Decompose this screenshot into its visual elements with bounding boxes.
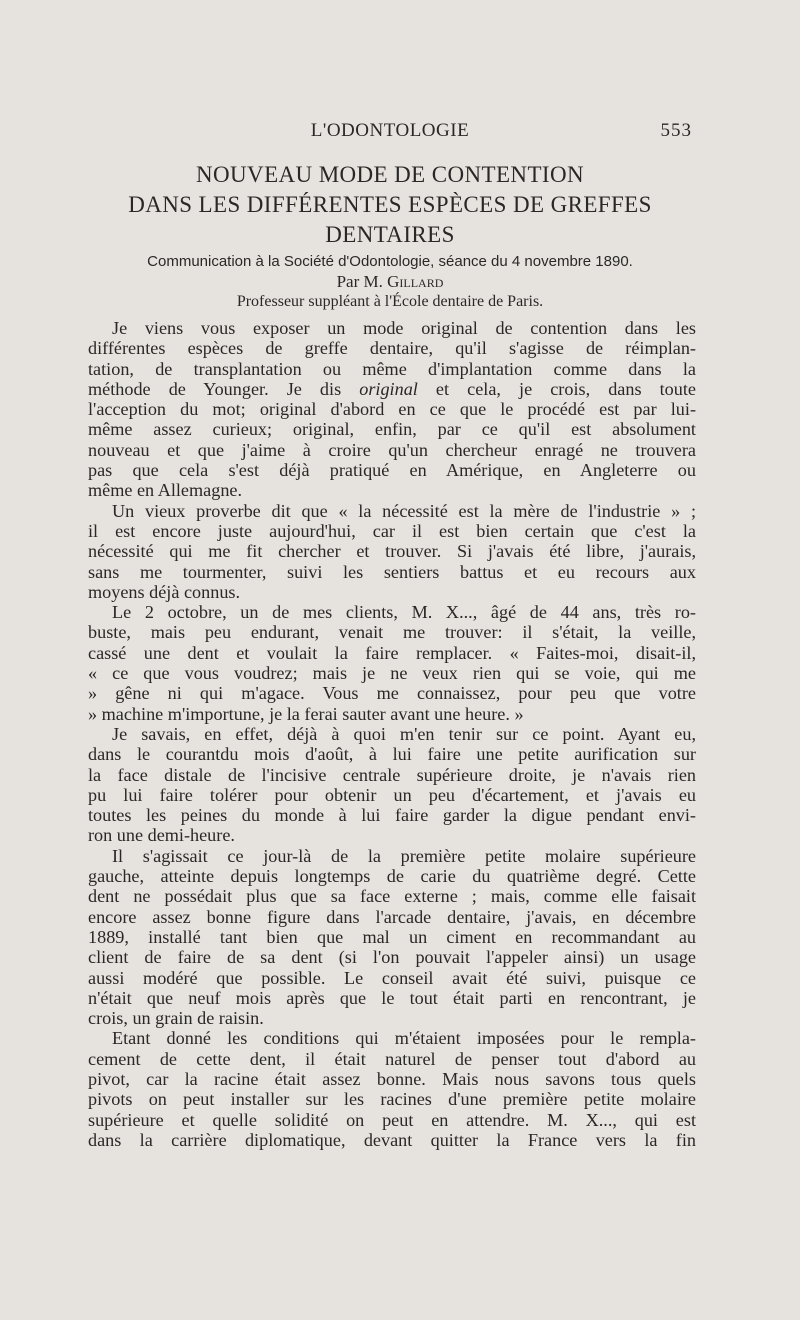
text-line: dent ne possédait plus que sa face externe ; mais, comme elle faisait <box>88 886 696 907</box>
text-line: Il s'agissait ce jour-là de la première petite molaire supérieure <box>112 845 696 866</box>
text-line: moyens déjà connus. <box>88 581 241 602</box>
text-line: Le 2 octobre, un de mes clients, M. X..., âgé de 44 ans, très ro- <box>112 602 696 623</box>
text-line: supérieure et quelle solidité on peut en attendre. M. X..., qui est <box>88 1109 696 1130</box>
text-line: sans me tourmenter, suivi les sentiers battus et eu recours aux <box>88 561 696 582</box>
text-line: 1889, installé tant bien que mal un ciment en recommandant au <box>88 926 696 947</box>
text-line: même en Allemagne. <box>88 480 243 501</box>
text-line: dans le courantdu mois d'août, à lui faire une petite aurification sur <box>88 744 696 765</box>
text-line: différentes espèces de greffe dentaire, qu'il s'agisse de réimplan- <box>88 338 696 359</box>
paragraph <box>88 318 696 501</box>
title-line: DANS LES DIFFÉRENTES ESPÈCES DE GREFFES <box>128 192 652 217</box>
text-line: pu lui faire tolérer pour obtenir un peu d'écartement, et j'avais eu <box>88 784 696 805</box>
text-line: cassé une dent et voulait la faire remplacer. « Faites-moi, disait-il, <box>88 642 696 663</box>
paragraph <box>88 1028 696 1150</box>
page-number: 553 <box>660 120 692 141</box>
text-line: Etant donné les conditions qui m'étaient imposées pour le rempla- <box>112 1028 696 1049</box>
text-line: » machine m'importune, je la ferai sauter avant une heure. » <box>88 703 524 724</box>
text-line: toutes les peines du monde à lui faire garder la digue pendant envi- <box>88 805 696 826</box>
paragraph <box>88 724 696 846</box>
running-head <box>88 120 692 146</box>
text-line: gauche, atteinte depuis longtemps de carie du quatrième degré. Cette <box>88 866 696 887</box>
text-line: client de faire de sa dent (si l'on pouvait l'appeler ainsi) un usage <box>88 947 696 968</box>
text-line: cement de cette dent, il était naturel de penser tout d'abord au <box>88 1048 696 1069</box>
text-line: tation, de transplantation ou même d'implantation comme dans la <box>88 358 696 379</box>
text-line: Je viens vous exposer un mode original de contention dans les <box>112 318 696 338</box>
text-line: n'était que neuf mois après que le tout était parti en rencontrant, je <box>88 987 696 1008</box>
byline-prefix: Par M. <box>336 272 383 291</box>
text-line: buste, mais peu endurant, venait me trouver: il s'était, la veille, <box>88 622 696 643</box>
article-body <box>88 318 696 1150</box>
journal-title: L'ODONTOLOGIE <box>310 120 470 141</box>
paragraph <box>88 846 696 1029</box>
text-segment: méthode de Younger. Je dis <box>88 378 360 399</box>
text-line: la face distale de l'incisive centrale supérieure droite, je n'avais rien <box>88 764 696 785</box>
paragraph <box>88 602 696 724</box>
text-line: Un vieux proverbe dit que « la nécessité est la mère de l'industrie » ; <box>112 500 696 521</box>
text-line: Je savais, en effet, déjà à quoi m'en tenir sur ce point. Ayant eu, <box>112 723 696 744</box>
text-segment: et cela, je crois, dans toute <box>417 378 696 399</box>
author-name: Gillard <box>387 272 444 291</box>
text-line: il est encore juste aujourd'hui, car il est bien certain que c'est la <box>88 520 696 541</box>
text-line: crois, un grain de raisin. <box>88 1008 264 1029</box>
text-line: l'acception du mot; original d'abord en ce que le procédé est par lui- <box>88 399 696 420</box>
text-line: pivot, car la racine était assez bonne. Mais nous savons tous quels <box>88 1068 696 1089</box>
text-line: ron une demi-heure. <box>88 825 235 846</box>
paragraph <box>88 501 696 602</box>
text-line: encore assez bonne figure dans l'arcade dentaire, j'avais, en décembre <box>88 906 696 927</box>
text-line: même assez curieux; original, enfin, par ce qu'il est absolument <box>88 419 696 440</box>
author-affiliation: Professeur suppléant à l'École dentaire de Paris. <box>236 293 544 310</box>
text-line: aussi modéré que possible. Le conseil avait été suivi, puisque ce <box>88 967 696 988</box>
text-line: nécessité qui me fit chercher et trouver. Si j'avais été libre, j'aurais, <box>88 541 696 562</box>
text-line: nouveau et que j'aime à croire qu'un chercheur enragé ne trouvera <box>88 439 696 460</box>
article-subtitle: Communication à la Société d'Odontologie, séance du 4 novembre 1890. <box>147 253 633 270</box>
text-line: pivots on peut installer sur les racines d'une première petite molaire <box>88 1089 696 1110</box>
title-line: DENTAIRES <box>325 222 455 247</box>
emphasis-text: original <box>359 378 418 399</box>
text-line: » gêne ni qui m'agace. Vous me connaissez, pour peu que votre <box>88 683 696 704</box>
text-line: « ce que vous voudrez; mais je ne veux rien qui se voie, qui me <box>88 663 696 684</box>
title-line: NOUVEAU MODE DE CONTENTION <box>196 162 584 187</box>
article-title <box>88 160 692 250</box>
text-line: dans la carrière diplomatique, devant quitter la France vers la fin <box>88 1129 696 1150</box>
text-line <box>88 379 696 399</box>
author-byline <box>88 271 692 292</box>
text-line: pas que cela s'est déjà pratiqué en Amérique, en Angleterre ou <box>88 460 696 481</box>
